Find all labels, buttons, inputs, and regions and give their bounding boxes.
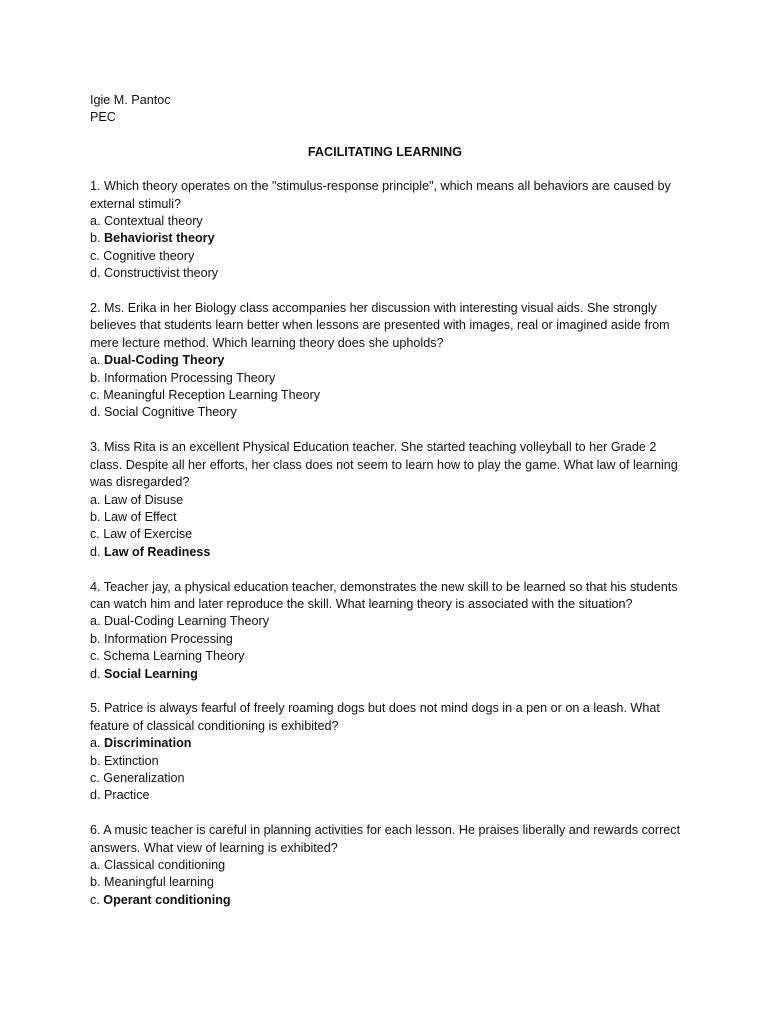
option-item (90, 370, 690, 387)
option-item (90, 874, 690, 891)
option-item (90, 265, 690, 282)
option-list (90, 492, 690, 562)
option-text: Extinction (104, 753, 159, 768)
option-letter: a. (90, 736, 101, 751)
option-letter: a. (90, 353, 101, 368)
option-letter: d. (90, 666, 101, 681)
option-item (90, 509, 690, 526)
option-text: Generalization (103, 770, 185, 785)
option-text: Law of Disuse (104, 492, 184, 507)
question-stem: 2. Ms. Erika in her Biology class accompanies her discussion with interesting visual aids. She strongly believes that students learn better when lessons are presented with images, real or imagined aside from mere lecture method. Which learning theory does she upholds? (90, 301, 670, 350)
option-text: Information Processing (104, 631, 233, 646)
question-list (90, 178, 690, 909)
option-text: Meaningful learning (104, 875, 214, 890)
option-item (90, 892, 690, 909)
option-letter: c. (90, 649, 100, 664)
option-list (90, 857, 690, 909)
option-letter: b. (90, 370, 101, 385)
option-list (90, 613, 690, 683)
option-letter: b. (90, 875, 101, 890)
option-text-correct-answer: Dual-Coding Theory (104, 353, 225, 368)
option-text: Contextual theory (104, 214, 203, 229)
option-text: Information Processing Theory (104, 370, 276, 385)
option-letter: a. (90, 857, 101, 872)
option-item (90, 352, 690, 369)
question-item (90, 439, 690, 561)
option-text: Constructivist theory (104, 266, 219, 281)
option-item (90, 735, 690, 752)
question-stem: 4. Teacher jay, a physical education teacher, demonstrates the new skill to be learned so that his students can watch him and later reproduce the skill. What learning theory is associated with the situation? (90, 579, 678, 611)
option-item (90, 230, 690, 247)
option-text-correct-answer: Behaviorist theory (104, 231, 215, 246)
option-item (90, 648, 690, 665)
question-stem: 1. Which theory operates on the "stimulus-response principle", which means all behaviors are caused by external stimuli? (90, 179, 671, 211)
option-text: Meaningful Reception Learning Theory (103, 388, 321, 403)
question-item (90, 822, 690, 909)
option-letter: c. (90, 770, 100, 785)
question-stem: 6. A music teacher is careful in planning activities for each lesson. He praises liberally and rewards correct answers. What view of learning is exhibited? (90, 823, 681, 855)
option-item (90, 666, 690, 683)
option-item (90, 857, 690, 874)
option-letter: b. (90, 753, 101, 768)
option-letter: c. (90, 527, 100, 542)
option-item (90, 387, 690, 404)
option-letter: d. (90, 544, 101, 559)
option-text: Classical conditioning (104, 857, 226, 872)
option-letter: b. (90, 231, 101, 246)
option-item (90, 787, 690, 804)
option-letter: b. (90, 509, 101, 524)
option-letter: c. (90, 388, 100, 403)
option-letter: b. (90, 631, 101, 646)
option-text: Dual-Coding Learning Theory (104, 614, 270, 629)
question-item (90, 579, 690, 683)
option-item (90, 631, 690, 648)
option-text: Social Cognitive Theory (104, 405, 237, 420)
option-item (90, 213, 690, 230)
option-list (90, 352, 690, 422)
option-item (90, 753, 690, 770)
option-letter: a. (90, 492, 101, 507)
option-item (90, 404, 690, 421)
author-affiliation: PEC (90, 110, 116, 125)
document-page (90, 92, 690, 927)
author-name: Igie M. Pantoc (90, 93, 171, 107)
option-letter: d. (90, 788, 101, 803)
option-text-correct-answer: Social Learning (104, 666, 198, 681)
option-text: Law of Exercise (103, 527, 193, 542)
author-block (90, 92, 690, 127)
document-title: FACILITATING LEARNING (307, 144, 463, 159)
option-list (90, 213, 690, 283)
option-letter: a. (90, 214, 101, 229)
option-letter: c. (90, 248, 100, 263)
question-stem: 3. Miss Rita is an excellent Physical Education teacher. She started teaching volleyball to her Grade 2 class. Despite all her efforts, her class does not seem to learn how to play the game. What law of learning was disregarded? (90, 440, 678, 490)
option-letter: d. (90, 266, 101, 281)
question-item (90, 300, 690, 422)
option-text-correct-answer: Discrimination (104, 736, 192, 751)
option-item (90, 770, 690, 787)
option-text-correct-answer: Operant conditioning (103, 892, 231, 907)
option-text: Schema Learning Theory (103, 649, 245, 664)
question-item (90, 700, 690, 804)
option-item (90, 544, 690, 561)
option-item (90, 492, 690, 509)
option-text-correct-answer: Law of Readiness (104, 544, 211, 559)
option-text: Practice (104, 788, 150, 803)
option-item (90, 248, 690, 265)
question-item (90, 178, 690, 282)
option-letter: c. (90, 892, 100, 907)
option-text: Cognitive theory (103, 248, 195, 263)
option-list (90, 735, 690, 805)
option-letter: a. (90, 614, 101, 629)
option-letter: d. (90, 405, 101, 420)
question-stem: 5. Patrice is always fearful of freely roaming dogs but does not mind dogs in a pen or on a leash. What feature of classical conditioning is exhibited? (90, 701, 660, 733)
option-item (90, 526, 690, 543)
option-text: Law of Effect (104, 509, 177, 524)
option-item (90, 613, 690, 630)
